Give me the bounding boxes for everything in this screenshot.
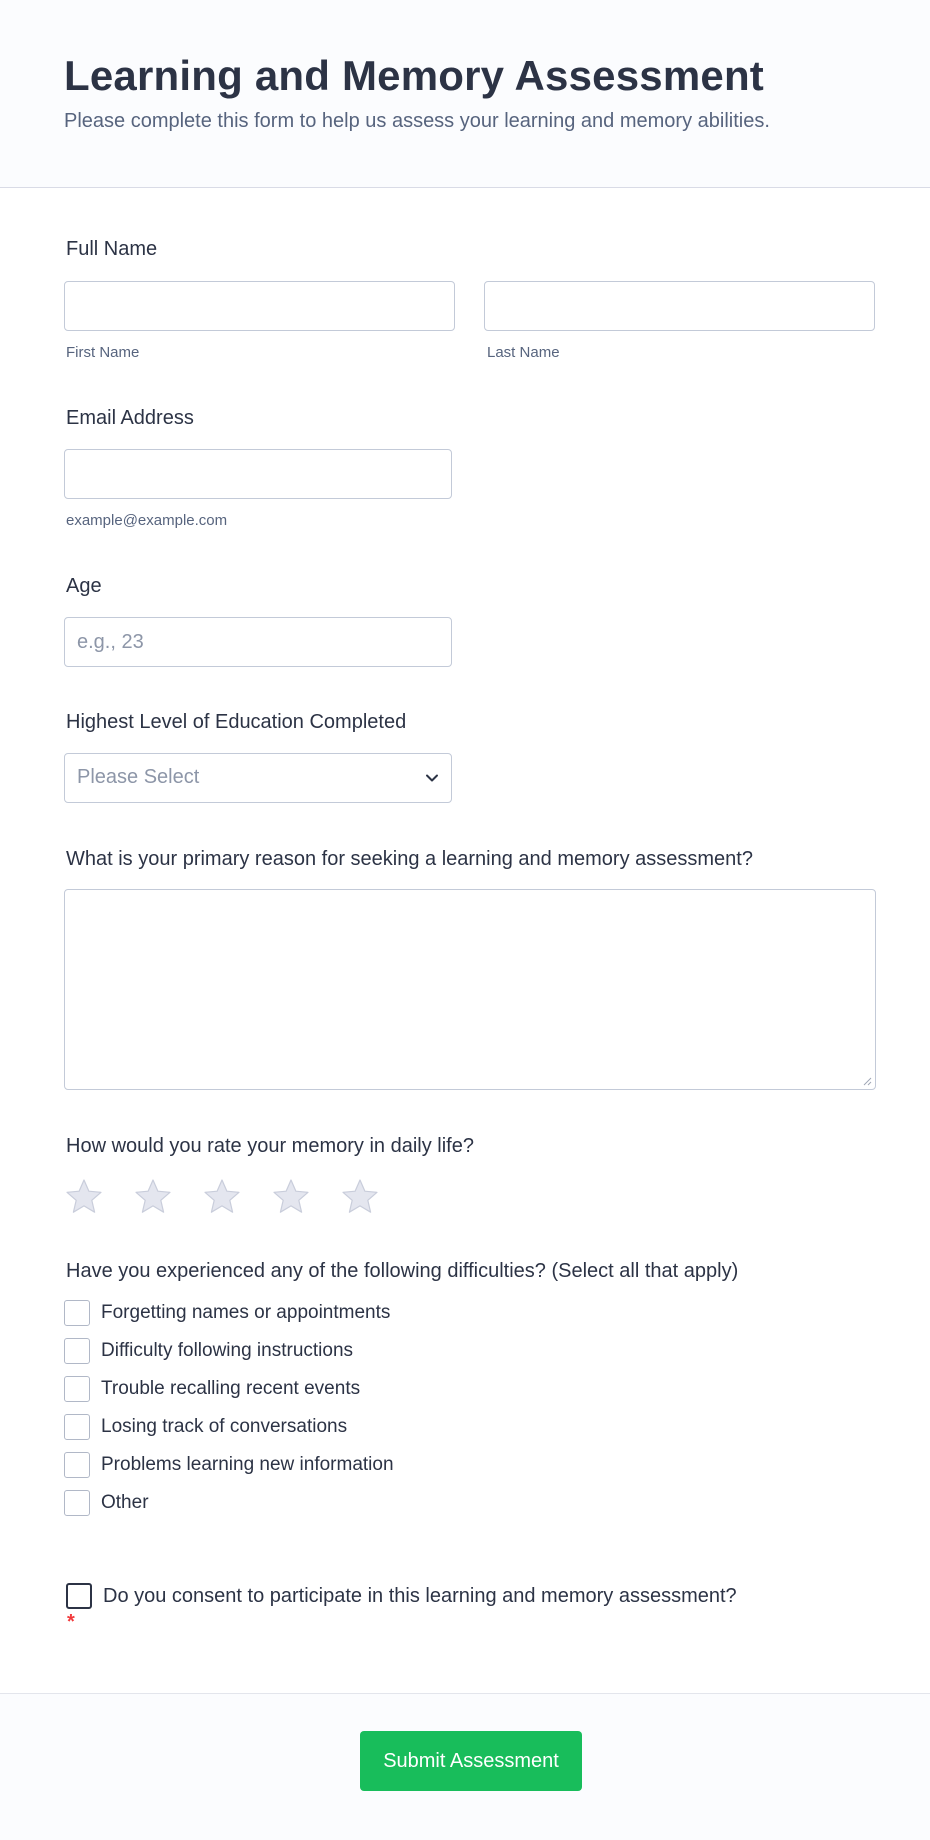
star-icon[interactable] (64, 1177, 104, 1217)
last-name-sublabel: Last Name (487, 344, 560, 361)
difficulty-checkbox[interactable] (64, 1452, 90, 1478)
difficulty-checkbox[interactable] (64, 1490, 90, 1516)
email-sublabel: example@example.com (66, 512, 228, 529)
email-input[interactable] (64, 449, 452, 499)
resize-grip-icon[interactable] (862, 1076, 872, 1086)
difficulty-option[interactable] (64, 1414, 664, 1440)
difficulty-option[interactable] (64, 1300, 664, 1326)
required-indicator: * (67, 1611, 75, 1633)
difficulty-option-label: Problems learning new information (101, 1454, 394, 1475)
difficulty-option[interactable] (64, 1338, 664, 1364)
consent-checkbox[interactable] (66, 1583, 92, 1609)
email-label: Email Address (66, 407, 194, 429)
consent-label: Do you consent to participate in this learning and memory assessment? (103, 1584, 737, 1607)
first-name-input[interactable] (64, 281, 455, 331)
form-subtitle: Please complete this form to help us assess your learning and memory abilities. (64, 110, 770, 132)
difficulty-option[interactable] (64, 1452, 664, 1478)
star-icon[interactable] (202, 1177, 242, 1217)
difficulty-option-label: Difficulty following instructions (101, 1340, 354, 1361)
reason-label: What is your primary reason for seeking a learning and memory assessment? (66, 848, 753, 870)
star-rating (64, 1177, 380, 1217)
difficulty-option-label: Trouble recalling recent events (101, 1378, 361, 1399)
star-icon[interactable] (133, 1177, 173, 1217)
difficulty-checkbox[interactable] (64, 1338, 90, 1364)
difficulty-option[interactable] (64, 1376, 664, 1402)
star-icon[interactable] (340, 1177, 380, 1217)
chevron-down-icon (425, 771, 439, 785)
full-name-label: Full Name (66, 238, 158, 260)
difficulty-checkbox[interactable] (64, 1414, 90, 1440)
first-name-sublabel: First Name (66, 344, 140, 361)
difficulties-label: Have you experienced any of the following difficulties? (Select all that apply) (66, 1260, 739, 1282)
star-icon[interactable] (271, 1177, 311, 1217)
education-label: Highest Level of Education Completed (66, 711, 407, 733)
age-label: Age (66, 575, 102, 597)
difficulty-option-label: Losing track of conversations (101, 1416, 348, 1437)
difficulty-option-label: Other (101, 1492, 149, 1513)
difficulty-checkbox[interactable] (64, 1376, 90, 1402)
submit-assessment-button[interactable]: Submit Assessment (360, 1731, 582, 1791)
education-select[interactable] (64, 753, 452, 803)
difficulty-option[interactable] (64, 1490, 664, 1516)
form-header (0, 0, 930, 188)
age-input[interactable] (64, 617, 452, 667)
education-selected-value: Please Select (77, 766, 200, 788)
last-name-input[interactable] (484, 281, 875, 331)
consent-checkbox-row[interactable] (66, 1583, 737, 1609)
rating-label: How would you rate your memory in daily life? (66, 1135, 474, 1157)
form-title: Learning and Memory Assessment (64, 52, 764, 99)
difficulty-checkbox[interactable] (64, 1300, 90, 1326)
difficulty-option-label: Forgetting names or appointments (101, 1302, 391, 1323)
reason-textarea[interactable] (64, 889, 876, 1090)
